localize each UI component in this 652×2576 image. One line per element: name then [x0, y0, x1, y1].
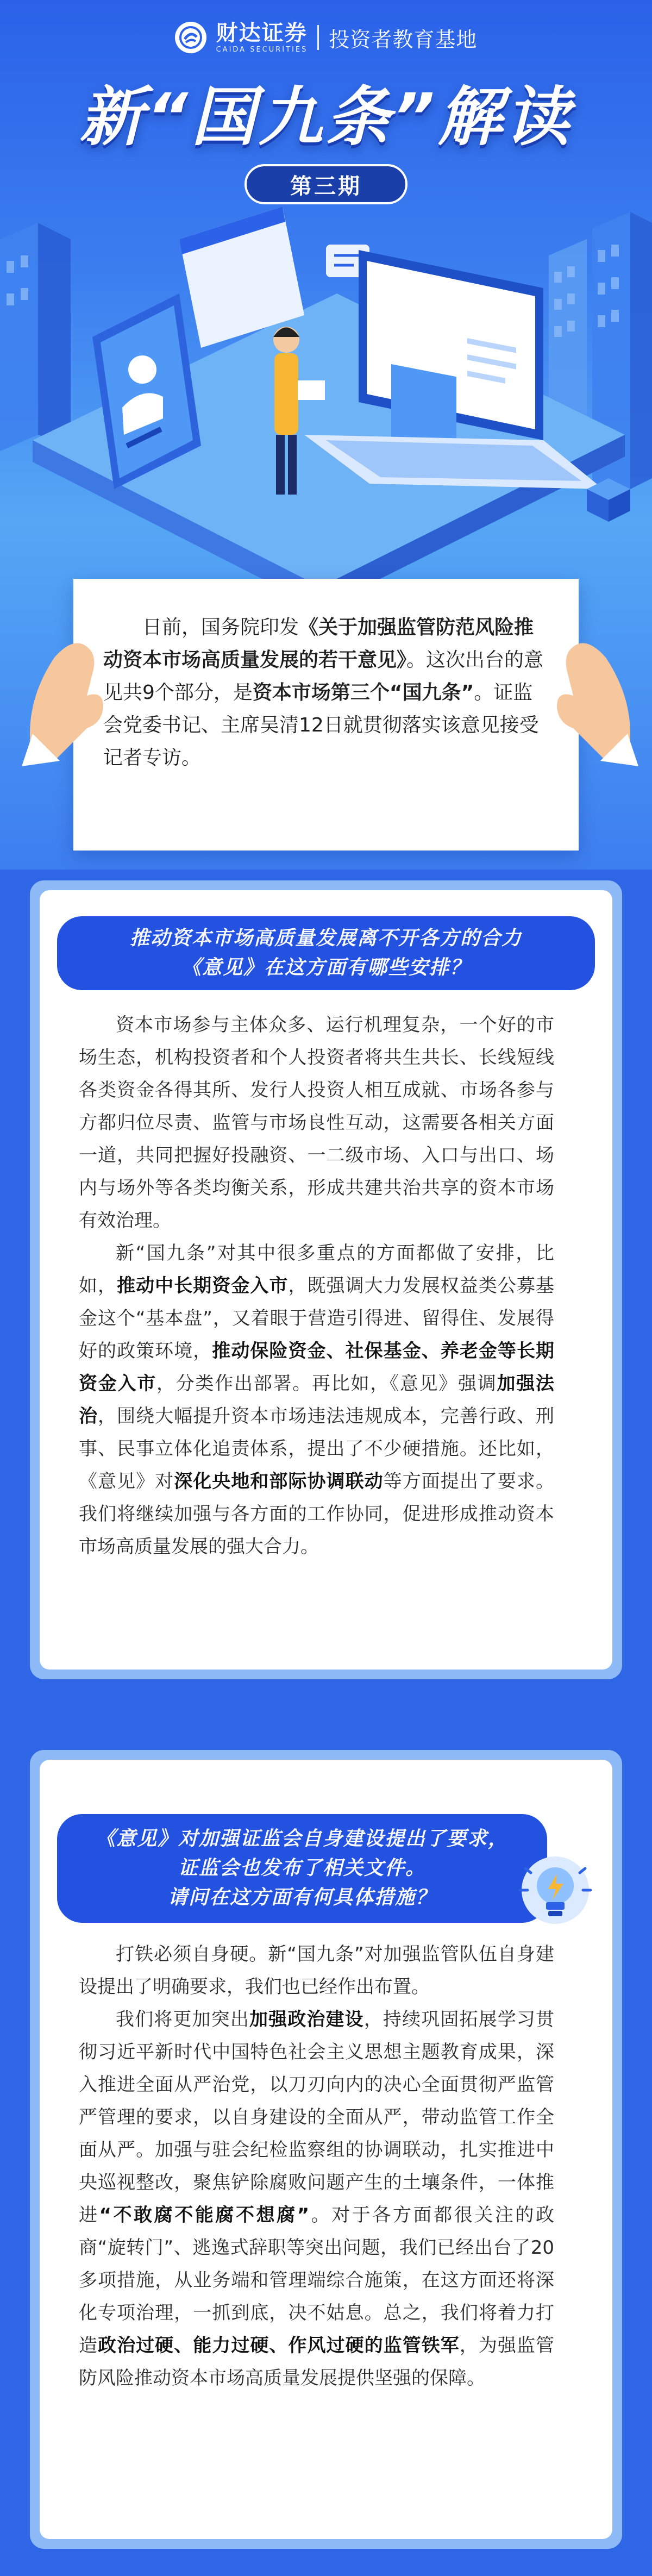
intro-part-3: 。这次出台的意见共9个部分，是	[103, 649, 544, 704]
answer-1-paragraph-2	[79, 1237, 554, 1563]
answer-1-p2-bold-b: 推动保险资金、社保基金、养老金等长期资金入市	[79, 1340, 555, 1395]
question-2-line-3: 请问在这方面有何具体措施？	[167, 1886, 436, 1909]
answer-1-p2-text-a: 新“国九条”对其中很多重点的方面都做了安排，比如，	[79, 1242, 554, 1297]
hero-banner	[0, 0, 652, 870]
brand-header	[0, 22, 652, 53]
answer-1-p2-text-d: ，围绕大幅提升资本市场违法违规成本，完善行政、刑事、民事立体化追责体系，提出了不少硬措施。还比如，《意见》对	[79, 1405, 555, 1492]
intro-part-1: 日前，国务院印发	[142, 616, 299, 639]
answer-2-p2-bold-a: 加强政治建设	[249, 2009, 364, 2030]
question-bar-1	[57, 916, 595, 990]
answer-1-p2-text-e: 等方面提出了要求。我们将继续加强与各方面的工作协同，促进形成推动资本市场高质量发展的强大合力。	[79, 1471, 555, 1558]
answer-2-paragraph-1: 打铁必须自身硬。新“国九条”对加强监管队伍自身建设提出了明确要求，我们也已经作出布置。	[79, 1943, 554, 1998]
right-hand-illustration	[546, 625, 638, 766]
answer-2-p2-bold-c: 政治过硬、能力过硬、作风过硬的监管铁军	[98, 2335, 460, 2356]
answer-2-p2-text-a: 我们将更加突出	[116, 2009, 249, 2030]
answer-2-p2-text-b: ，持续巩固拓展学习贯彻习近平新时代中国特色社会主义思想主题教育成果，深入推进全面从严治党，以刀刃向内的决心全面贯彻严监管严管理的要求，以自身建设的全面从严，带动监管工作全面从严。加强与驻会纪检监察组的协调联动，扎实推进中央巡视整改，聚焦铲除腐败问题产生的土壤条件，一体推进	[79, 2009, 555, 2226]
intro-text	[103, 611, 549, 774]
question-2-line-2: 证监会也发布了相关文件。	[178, 1857, 426, 1879]
intro-highlight: 资本市场第三个“国九条”	[252, 681, 474, 704]
question-2-line-1: 《意见》对加强证监会自身建设提出了要求，	[95, 1828, 509, 1850]
question-1-line-2: 《意见》在这方面有哪些安排？	[181, 956, 471, 979]
answer-2-p2-text-c: 。对于各方面都很关注的政商“旋转门”、逃逸式辞职等突出问题，我们已经出台了20多项措施，从业务端和管理端综合施策，在这方面还将深化专项治理，一抓到底，决不姑息。总之，我们将着力打造	[79, 2204, 554, 2356]
qa-section-1-body	[40, 890, 612, 1670]
brand-divider	[317, 25, 319, 50]
hero-illustration	[0, 207, 652, 620]
answer-1-text	[79, 1009, 554, 1563]
answer-2-p2-text-d: ，为强监管防风险推动资本市场高质量发展提供坚强的保障。	[79, 2335, 555, 2389]
answer-1-p2-bold-c: 加强法治	[79, 1373, 554, 1427]
brand-name: 财达证券	[216, 20, 308, 46]
left-hand-illustration	[22, 625, 114, 766]
caida-logo-icon	[175, 22, 206, 53]
question-bar-2	[57, 1814, 547, 1923]
brand-name-en: CAIDA SECURITIES	[216, 45, 308, 54]
answer-2-paragraph-2	[79, 2003, 554, 2394]
intro-card	[73, 579, 579, 851]
answer-1-p2-bold-a: 推动中长期资金入市	[117, 1275, 289, 1297]
question-1-line-1: 推动资本市场高质量发展离不开各方的合力	[129, 927, 522, 949]
qa-section-2	[30, 1750, 622, 2549]
brand-subtitle: 投资者教育基地	[329, 27, 478, 52]
qa-section-1	[30, 880, 622, 1679]
answer-1-p2-text-c: ，分类作出部署。再比如，《意见》强调	[156, 1373, 497, 1395]
intro-part-5: 。证监会党委书记、主席吴清12日就贯彻落实该意见接受记者专访。	[103, 681, 539, 769]
issue-badge: 第三期	[244, 164, 408, 204]
answer-2-p2-bold-b: “不敢腐不能腐不想腐”	[99, 2204, 310, 2226]
answer-1-p2-text-b: ，既强调大力发展权益类公募基金这个“基本盘”，又着眼于营造引得进、留得住、发展得好的政策环境，	[79, 1275, 555, 1362]
lightbulb-icon	[515, 1852, 596, 1934]
answer-1-paragraph-1: 资本市场参与主体众多、运行机理复杂，一个好的市场生态，机构投资者和个人投资者将共生共长、长线短线各类资金各得其所、发行人投资人相互成就、市场各参与方都归位尽责、监管与市场良性互动，这需要各相关方面一道，共同把握好投融资、一二级市场、入口与出口、场内与场外等各类均衡关系，形成共建共治共享的资本市场有效治理。	[79, 1014, 554, 1231]
page-title: 新“国九条”解读	[79, 79, 573, 154]
qa-section-2-body	[40, 1760, 612, 2539]
answer-1-p2-bold-d: 深化央地和部际协调联动	[174, 1471, 384, 1492]
answer-2-text	[79, 1938, 554, 2394]
intro-doc-title: 《关于加强监管防范风险推动资本市场高质量发展的若干意见》	[103, 616, 534, 671]
